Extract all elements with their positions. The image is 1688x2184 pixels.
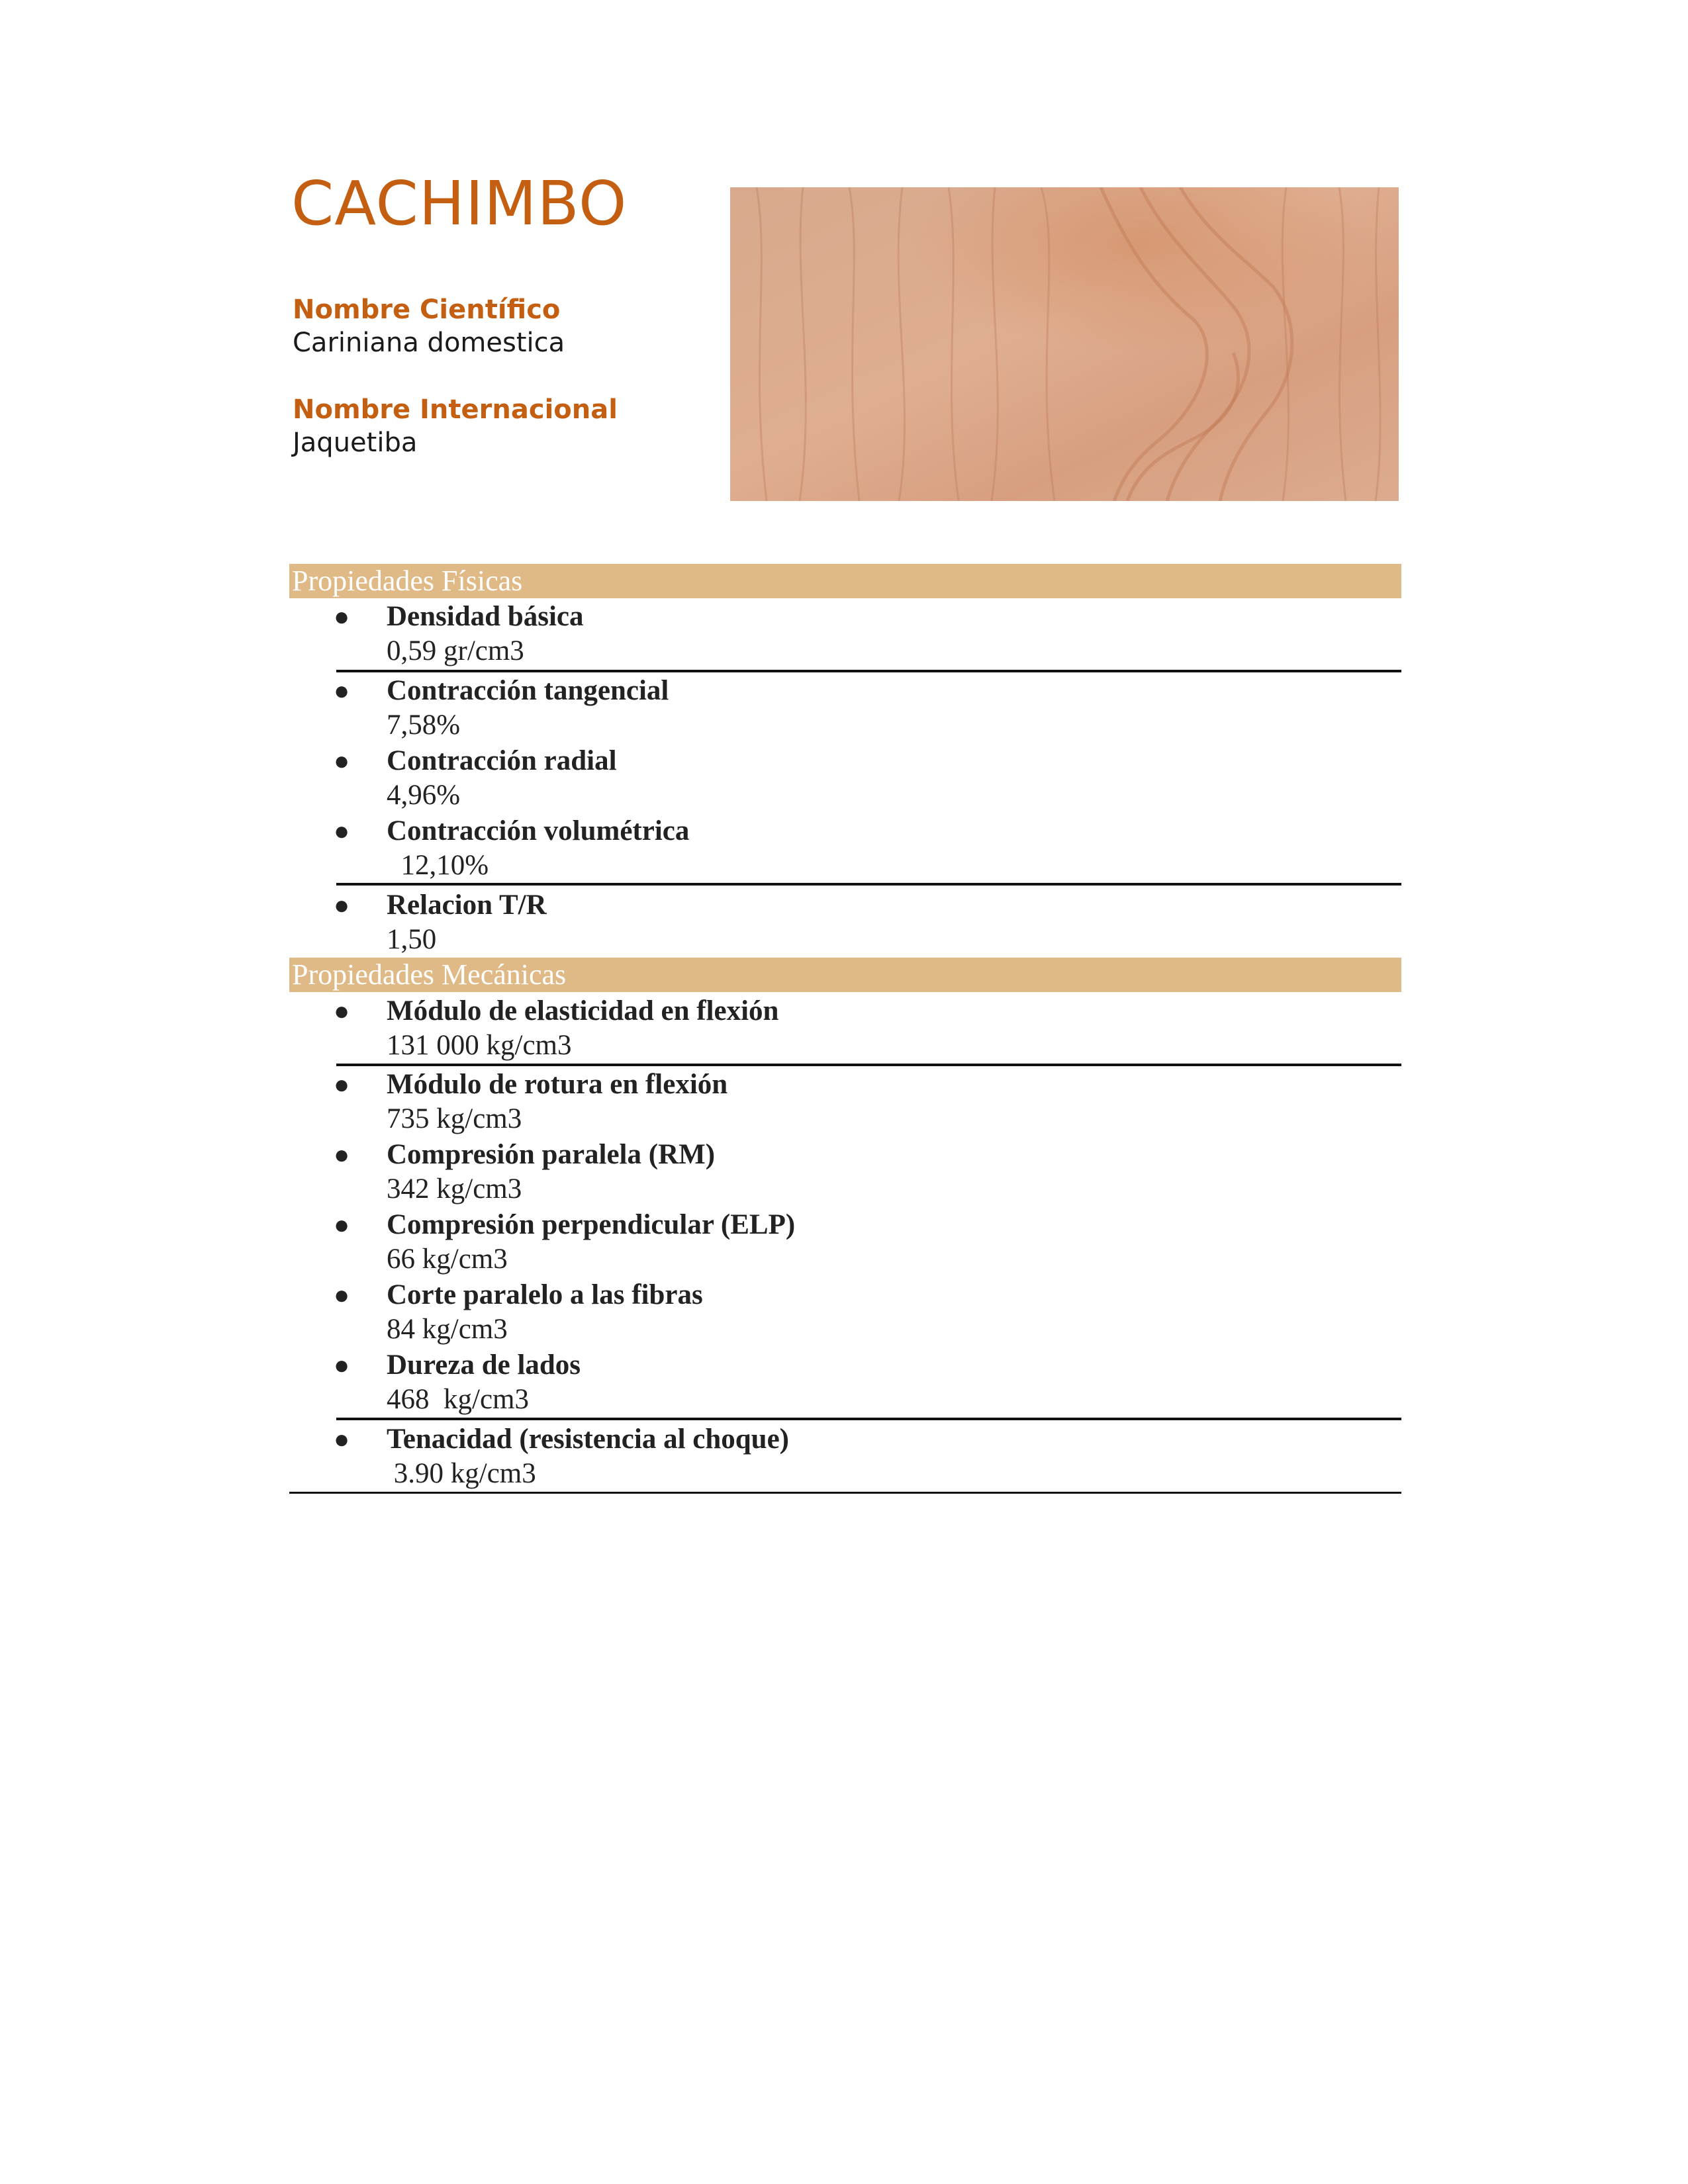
wood-sample-image (730, 187, 1399, 501)
property-item (334, 994, 779, 1063)
property-item (334, 1208, 796, 1277)
property-value: 12,10% (387, 850, 489, 881)
divider (336, 1418, 1401, 1420)
property-item (334, 1138, 716, 1206)
property-item (334, 1422, 790, 1491)
bullet-icon: ● (334, 1350, 350, 1380)
property-label: Tenacidad (resistencia al choque) (387, 1424, 790, 1455)
property-value: 735 kg/cm3 (387, 1103, 522, 1134)
property-item (334, 888, 547, 957)
bullet-icon: ● (334, 602, 350, 631)
species-title: CACHIMBO (291, 168, 628, 239)
property-label: Módulo de elasticidad en flexión (387, 995, 779, 1026)
divider (336, 1064, 1401, 1066)
divider (336, 883, 1401, 886)
property-label: Compresión perpendicular (ELP) (387, 1209, 796, 1240)
international-name-block (293, 393, 618, 459)
bullet-icon: ● (334, 996, 350, 1026)
property-label: Corte paralelo a las fibras (387, 1279, 703, 1310)
property-item (334, 1348, 581, 1417)
property-label: Módulo de rotura en flexión (387, 1069, 728, 1100)
property-value: 131 000 kg/cm3 (387, 1030, 572, 1061)
physical-properties-header: Propiedades Físicas (289, 564, 1401, 598)
property-item (334, 674, 669, 743)
scientific-name-block (293, 293, 565, 359)
property-label: Contracción radial (387, 745, 617, 776)
property-value: 66 kg/cm3 (387, 1244, 508, 1275)
bullet-icon: ● (334, 676, 350, 705)
bullet-icon: ● (334, 816, 350, 846)
bullet-icon: ● (334, 746, 350, 776)
property-label: Relacion T/R (387, 889, 547, 921)
property-label: Contracción volumétrica (387, 815, 690, 846)
bullet-icon: ● (334, 1210, 350, 1240)
bullet-icon: ● (334, 1140, 350, 1169)
property-value: 1,50 (387, 924, 437, 955)
property-item (334, 1278, 703, 1347)
property-label: Compresión paralela (RM) (387, 1139, 716, 1170)
international-name-value: Jaquetiba (293, 428, 418, 458)
bullet-icon: ● (334, 890, 350, 920)
international-name-label: Nombre Internacional (293, 394, 618, 425)
property-label: Dureza de lados (387, 1349, 581, 1381)
bullet-icon: ● (334, 1280, 350, 1310)
property-item (334, 1068, 728, 1136)
property-value: 342 kg/cm3 (387, 1173, 522, 1205)
divider (336, 670, 1401, 672)
property-item (334, 600, 584, 668)
bullet-icon: ● (334, 1424, 350, 1454)
table-bottom-rule (289, 1492, 1401, 1494)
property-value: 7,58% (387, 709, 461, 741)
scientific-name-label: Nombre Científico (293, 295, 561, 325)
bullet-icon: ● (334, 1069, 350, 1099)
property-value: 468 kg/cm3 (387, 1384, 529, 1415)
property-item (334, 744, 617, 813)
property-value: 0,59 gr/cm3 (387, 635, 524, 666)
property-value: 84 kg/cm3 (387, 1314, 508, 1345)
mechanical-properties-header: Propiedades Mecánicas (289, 958, 1401, 992)
scientific-name-value: Cariniana domestica (293, 328, 565, 358)
property-label: Contracción tangencial (387, 675, 669, 706)
property-label: Densidad básica (387, 601, 584, 632)
property-value: 3.90 kg/cm3 (387, 1458, 536, 1489)
property-value: 4,96% (387, 780, 461, 811)
property-item (334, 814, 690, 883)
